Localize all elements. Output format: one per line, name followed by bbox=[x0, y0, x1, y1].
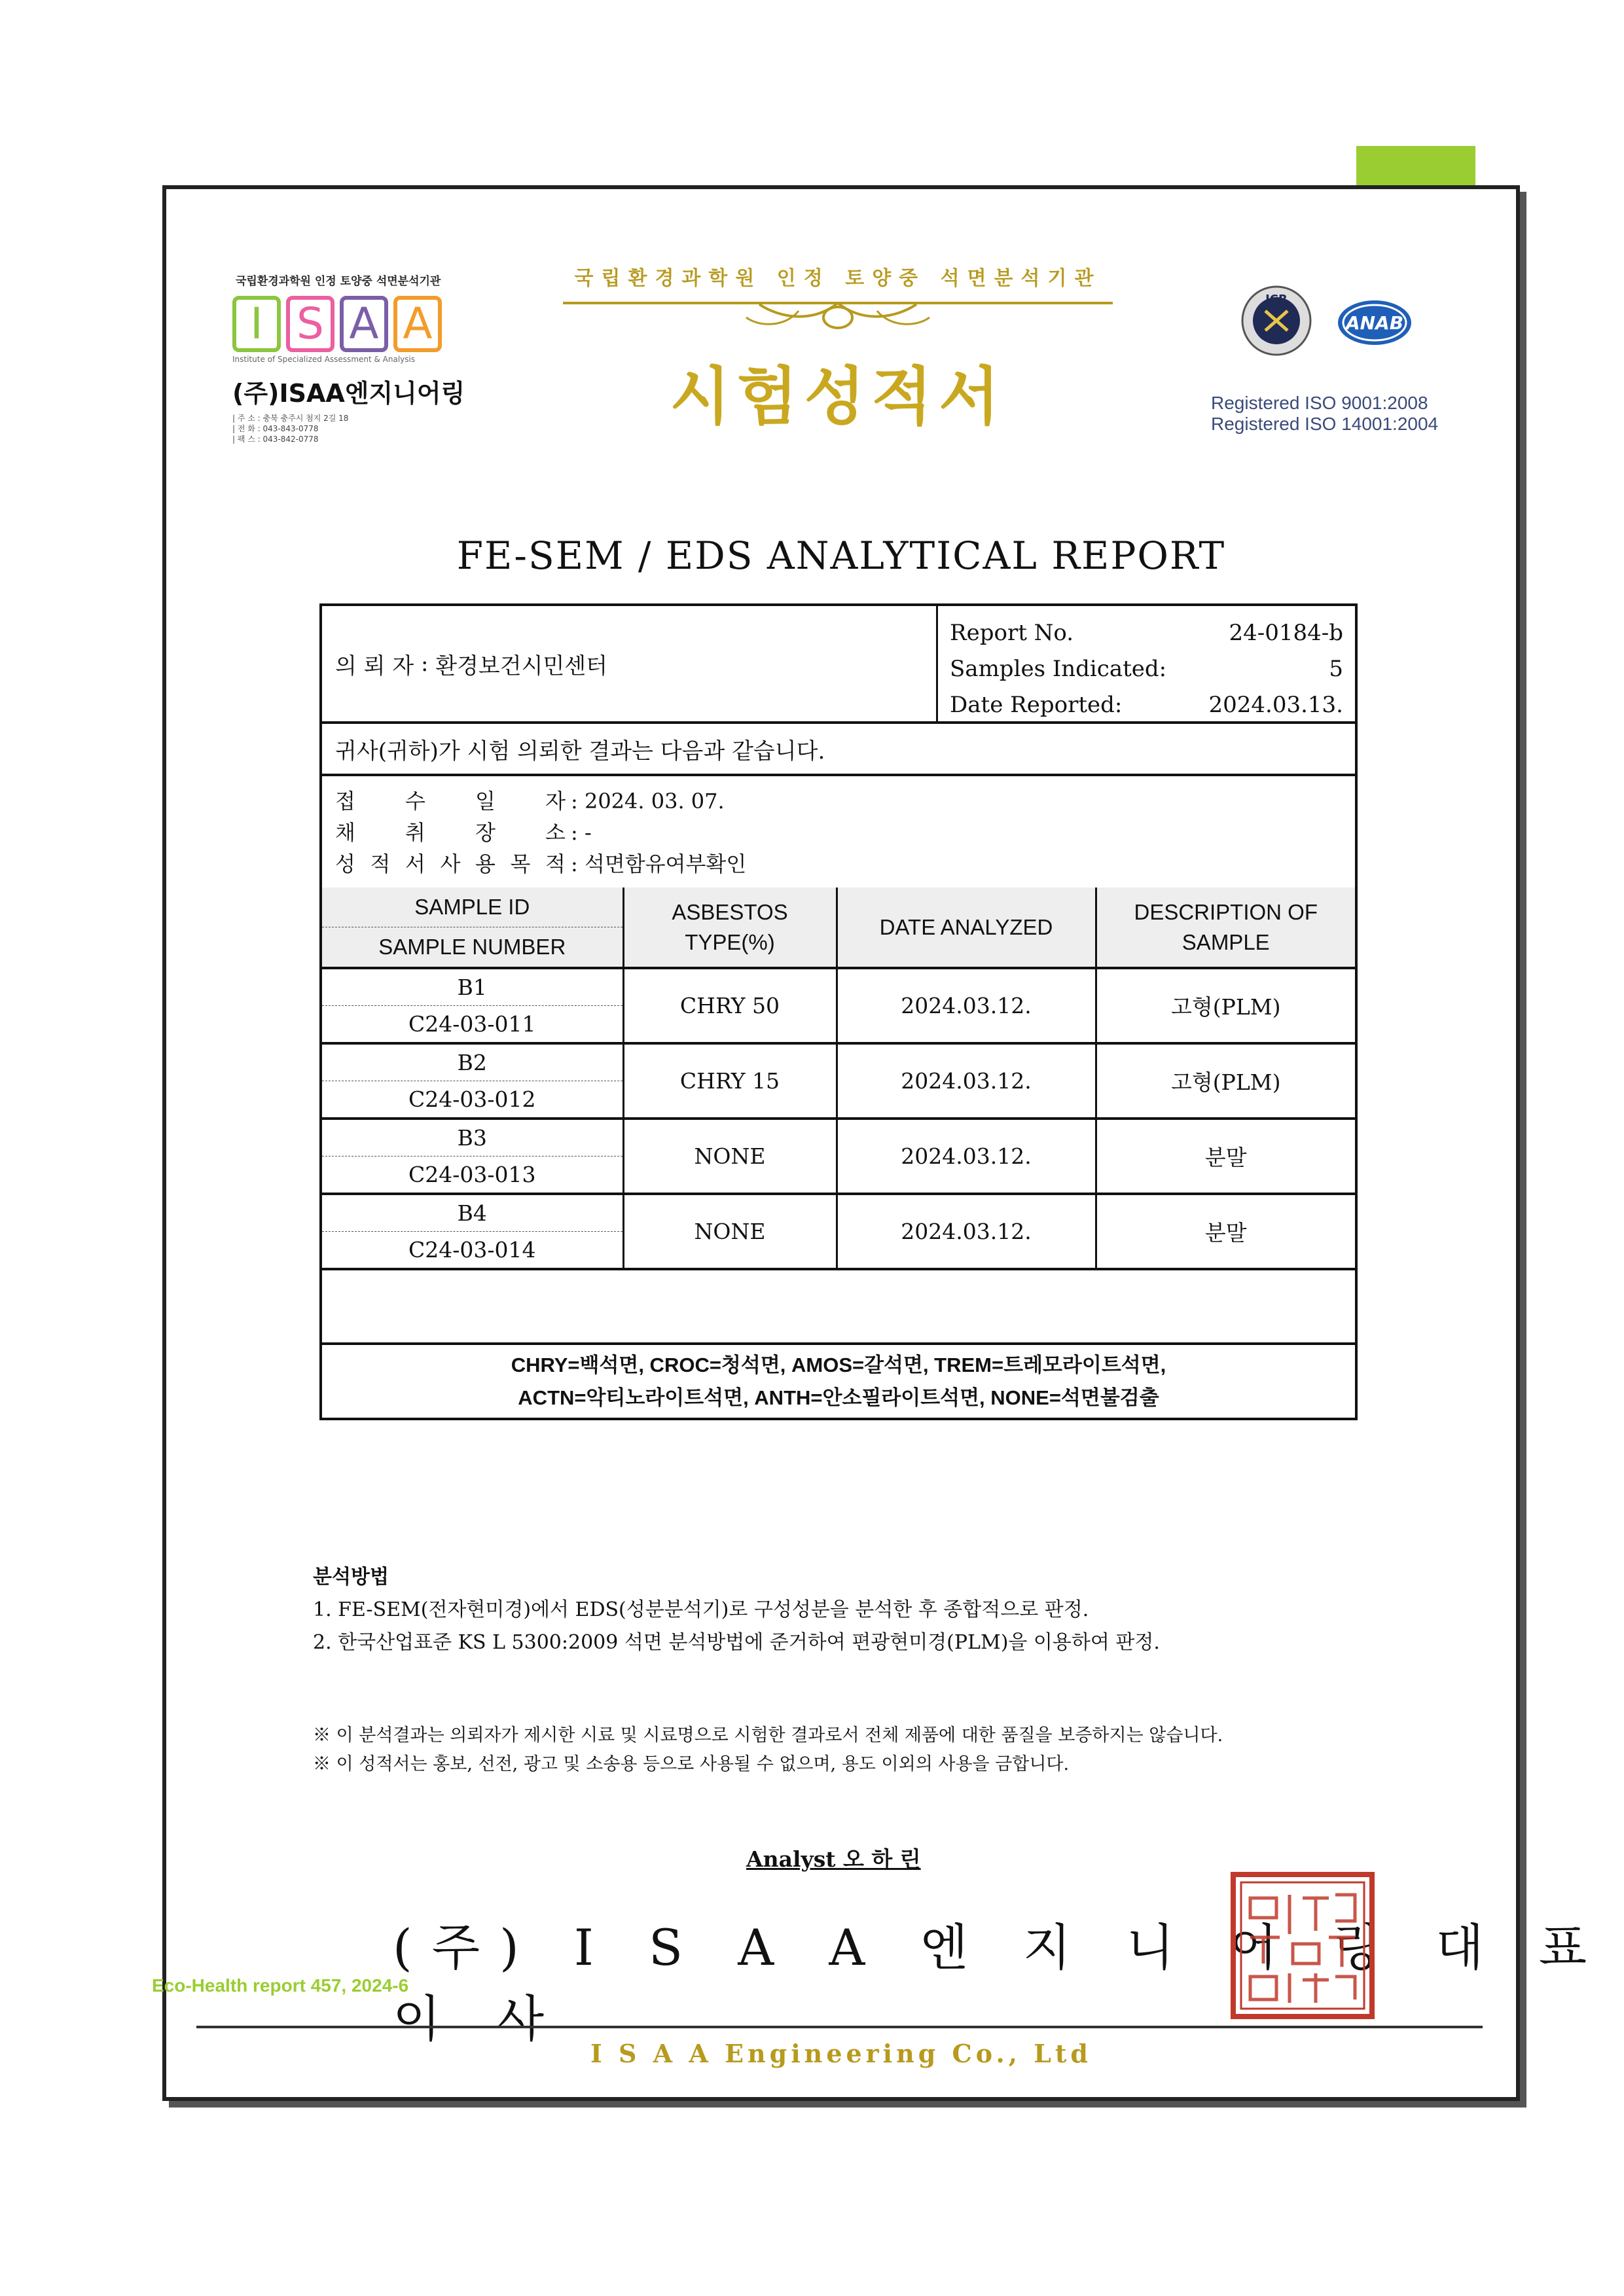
blank-row bbox=[322, 1268, 1355, 1342]
company-name-korean: (주) I S A A 엔 지 니 어 링 대 표 이 사 bbox=[393, 1918, 1607, 2048]
agency-line: 국립환경과학원 인정 토양중 석면분석기관 bbox=[574, 267, 1102, 290]
date-analyzed-cell: 2024.03.12. bbox=[837, 1194, 1096, 1268]
header-asbestos-label: ASBESTOS bbox=[672, 899, 788, 924]
logo-company-name: (주)ISAA엔지니어링 bbox=[232, 379, 465, 408]
header-sample-label: SAMPLE bbox=[1182, 929, 1270, 954]
header-date-analyzed: DATE ANALYZED bbox=[837, 888, 1096, 968]
iso-9001: Registered ISO 9001:2008 bbox=[1211, 393, 1428, 413]
report-no-line bbox=[950, 615, 1343, 651]
description-cell: 고형(PLM) bbox=[1096, 1043, 1355, 1119]
sample-number: C24-03-011 bbox=[408, 1011, 536, 1037]
report-no-value: 24-0184-b bbox=[1229, 620, 1343, 646]
logo-letter-i: I bbox=[232, 296, 281, 352]
date-analyzed-cell: 2024.03.12. bbox=[837, 1043, 1096, 1119]
eco-health-report-label: Eco-Health report 457, 2024-6 bbox=[152, 1975, 409, 1996]
sample-number: C24-03-014 bbox=[408, 1237, 536, 1263]
header-sample-id-label: SAMPLE ID bbox=[322, 888, 623, 927]
asbestos-type-cell: CHRY 50 bbox=[623, 968, 837, 1043]
asbestos-type-cell: CHRY 15 bbox=[623, 1043, 837, 1119]
location-value: : - bbox=[571, 820, 592, 845]
logo-phone-line: | 전 화 : 043-843-0778 bbox=[232, 424, 319, 433]
sample-id-cell bbox=[322, 968, 623, 1043]
sample-id: B3 bbox=[322, 1120, 623, 1157]
logo-letter-a1: A bbox=[340, 296, 388, 352]
meta-line-location bbox=[335, 817, 1342, 848]
analyst-name: Analyst 오 하 린 bbox=[746, 1846, 921, 1872]
legend-line: CHRY=백석면, CROC=청석면, AMOS=갈석면, TREM=트레모라이트석면, bbox=[511, 1354, 1166, 1376]
label-char: 사 bbox=[440, 852, 461, 876]
date-reported-line bbox=[950, 687, 1343, 723]
report-info-cell bbox=[936, 606, 1355, 721]
label-char: 성 bbox=[335, 852, 355, 876]
analysis-method bbox=[313, 1561, 1160, 1659]
asbestos-legend bbox=[322, 1342, 1355, 1418]
logo-address bbox=[232, 413, 468, 444]
isaa-logo bbox=[232, 272, 468, 448]
purpose-value: : 석면함유여부확인 bbox=[571, 852, 747, 876]
label-char: 자 bbox=[545, 789, 566, 814]
logo-letter-s: S bbox=[286, 296, 334, 352]
received-date-value: : 2024. 03. 07. bbox=[571, 789, 725, 814]
sample-id: B4 bbox=[322, 1195, 623, 1232]
logo-address-line: | 주 소 : 충북 충주시 첨지 2길 18 bbox=[232, 414, 349, 423]
header-asbestos-type bbox=[623, 888, 837, 968]
method-heading: 분석방법 bbox=[313, 1566, 389, 1588]
label-char: 소 bbox=[545, 820, 566, 845]
client-label: 의 뢰 자 bbox=[335, 653, 414, 679]
label-char: 적 bbox=[370, 852, 391, 876]
logo-top-text: 국립환경과학원 인정 토양중 석면분석기관 bbox=[236, 275, 441, 288]
label-char: 목 bbox=[510, 852, 531, 876]
disclaimer-notes bbox=[313, 1721, 1223, 1779]
sample-id-cell bbox=[322, 1194, 623, 1268]
samples-indicated-value: 5 bbox=[1329, 656, 1343, 682]
samples-indicated-label: Samples Indicated: bbox=[950, 656, 1167, 682]
header-type-label: TYPE(%) bbox=[685, 929, 775, 954]
logo-fax-line: | 팩 스 : 043-842-0778 bbox=[232, 435, 319, 444]
note-line: ※ 이 성적서는 홍보, 선전, 광고 및 소송용 등으로 사용될 수 없으며, 용도 이외의 사용을 금합니다. bbox=[313, 1754, 1070, 1774]
company-name-english: I S A A Engineering Co., Ltd bbox=[590, 2039, 1092, 2068]
table-row bbox=[322, 968, 1355, 1043]
samples-indicated-line bbox=[950, 651, 1343, 687]
company-seal-icon bbox=[1231, 1872, 1375, 2019]
label-char: 접 bbox=[335, 789, 355, 814]
iso-registration bbox=[1211, 393, 1438, 435]
anab-logo-icon bbox=[1335, 298, 1414, 348]
asbestos-type-cell: NONE bbox=[623, 1194, 837, 1268]
label-char: 용 bbox=[475, 852, 496, 876]
icr-label: ICR bbox=[1265, 293, 1288, 306]
method-item: 1. FE-SEM(전자현미경)에서 EDS(성분분석기)로 구성성분을 분석한 후 종합적으로 판정. bbox=[313, 1598, 1089, 1621]
header-sample-id bbox=[322, 888, 623, 968]
anab-label: ANAB bbox=[1345, 312, 1404, 334]
logo-letter-a2: A bbox=[393, 296, 442, 352]
label-char: 수 bbox=[405, 789, 425, 814]
sample-id: B2 bbox=[322, 1045, 623, 1081]
green-corner-tab bbox=[1356, 146, 1475, 185]
meta-info-row bbox=[322, 776, 1355, 888]
method-item: 2. 한국산업표준 KS L 5300:2009 석면 분석방법에 준거하여 편광현미경(PLM)을 이용하여 판정. bbox=[313, 1631, 1160, 1654]
asbestos-type-cell: NONE bbox=[623, 1119, 837, 1194]
purpose-label bbox=[335, 848, 571, 880]
label-char: 서 bbox=[405, 852, 425, 876]
meta-line-purpose bbox=[335, 848, 1342, 880]
received-date-label bbox=[335, 785, 571, 817]
report-no-label: Report No. bbox=[950, 620, 1074, 646]
sample-number: C24-03-013 bbox=[408, 1162, 536, 1187]
description-cell: 분말 bbox=[1096, 1119, 1355, 1194]
description-cell: 분말 bbox=[1096, 1194, 1355, 1268]
legend-line: ACTN=악티노라이트석면, ANTH=안소필라이트석면, NONE=석면불검출 bbox=[518, 1386, 1159, 1409]
date-reported-value: 2024.03.13. bbox=[1208, 692, 1343, 718]
label-char: 일 bbox=[475, 789, 496, 814]
samples-table bbox=[322, 888, 1355, 1268]
label-char: 적 bbox=[545, 852, 566, 876]
date-reported-label: Date Reported: bbox=[950, 692, 1123, 718]
date-analyzed-cell: 2024.03.12. bbox=[837, 968, 1096, 1043]
client-cell: 의 뢰 자 : 환경보건시민센터 bbox=[322, 606, 936, 721]
sample-id-cell bbox=[322, 1119, 623, 1194]
label-char: 취 bbox=[405, 820, 425, 845]
label-char: 채 bbox=[335, 820, 355, 845]
header-sample-number-label: SAMPLE NUMBER bbox=[378, 935, 566, 959]
header-desc-label: DESCRIPTION OF bbox=[1134, 899, 1318, 924]
client-value: 환경보건시민센터 bbox=[435, 653, 607, 679]
ornament-icon bbox=[563, 291, 1113, 337]
sample-id-cell bbox=[322, 1043, 623, 1119]
table-row bbox=[322, 1119, 1355, 1194]
table-header-row bbox=[322, 888, 1355, 968]
sample-id: B1 bbox=[322, 969, 623, 1006]
result-statement: 귀사(귀하)가 시험 의뢰한 결과는 다음과 같습니다. bbox=[322, 724, 1355, 776]
report-title: FE-SEM / EDS ANALYTICAL REPORT bbox=[456, 533, 1226, 578]
date-analyzed-cell: 2024.03.12. bbox=[837, 1119, 1096, 1194]
icr-seal-icon bbox=[1240, 285, 1312, 357]
sample-number: C24-03-012 bbox=[408, 1086, 536, 1112]
location-label bbox=[335, 817, 571, 848]
iso-14001: Registered ISO 14001:2004 bbox=[1211, 414, 1439, 434]
label-char: 장 bbox=[475, 820, 496, 845]
description-cell: 고형(PLM) bbox=[1096, 968, 1355, 1043]
document-title: 시험성적서 bbox=[670, 360, 1006, 433]
table-row bbox=[322, 1194, 1355, 1268]
meta-line-received bbox=[335, 785, 1342, 817]
client-info-row bbox=[322, 606, 1355, 724]
report-table bbox=[319, 603, 1358, 1420]
logo-letters bbox=[232, 296, 468, 352]
header-description bbox=[1096, 888, 1355, 968]
logo-subtitle: Institute of Specialized Assessment & Analysis bbox=[232, 355, 416, 364]
table-row bbox=[322, 1043, 1355, 1119]
note-line: ※ 이 분석결과는 의뢰자가 제시한 시료 및 시료명으로 시험한 결과로서 전체 제품에 대한 품질을 보증하지는 않습니다. bbox=[313, 1725, 1223, 1746]
footer-divider bbox=[196, 2026, 1483, 2028]
